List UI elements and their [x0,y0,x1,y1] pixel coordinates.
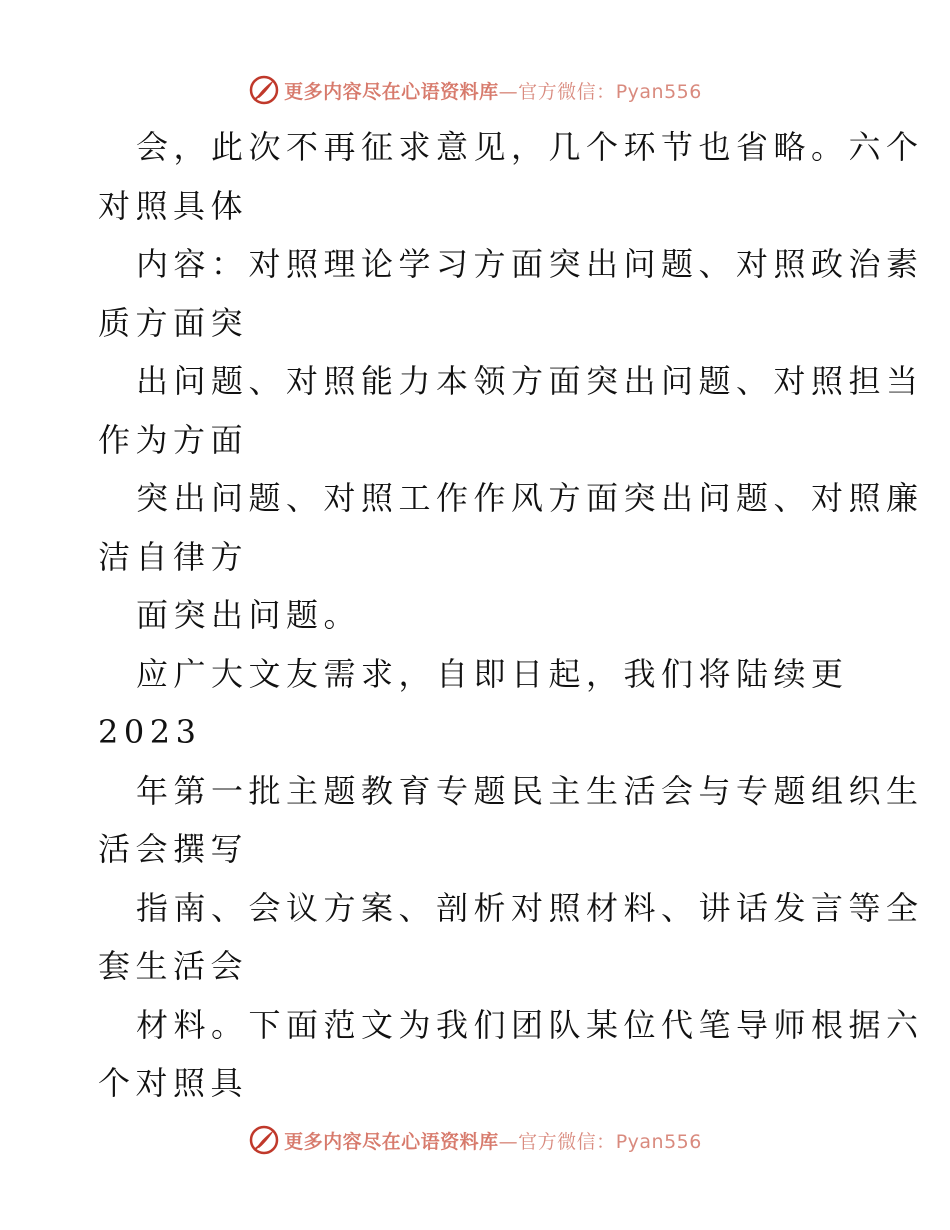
text-line: 指南、会议方案、剖析对照材料、讲话发言等全 [136,888,924,927]
footer-brand-text: 更多内容尽在心语资料库 [284,1130,499,1153]
text-line: 面突出问题。 [136,596,362,634]
text-line: 套生活会 [98,947,249,985]
text-line: 个对照具 [98,1064,249,1102]
footer-separator: — [498,1130,519,1153]
text-line: 内容：对照理论学习方面突出问题、对照政治素 [136,245,924,283]
footer-wechat-label: 官方微信： [518,1130,616,1153]
text-line: 洁自律方 [98,537,249,576]
text-line: 应广大文友需求，自即日起，我们将陆续更 [136,654,849,693]
text-line: 质方面突 [98,303,249,342]
header-banner-text [284,77,702,104]
header-brand-text: 更多内容尽在心语资料库 [284,80,499,103]
text-line: 活会撰写 [98,830,249,868]
footer-watermark-banner [0,1120,950,1160]
header-watermark-banner [0,70,950,110]
document-body [98,118,924,1113]
text-line: 材料。下面范文为我们团队某位代笔导师根据六 [136,1005,924,1044]
text-line: 2023 [98,713,202,751]
quill-pen-logo-icon [248,74,280,106]
text-line: 会，此次不再征求意见，几个环节也省略。六个 [136,128,924,166]
header-wechat-id: Pyan556 [615,80,702,103]
text-line: 出问题、对照能力本领方面突出问题、对照担当 [136,362,924,400]
header-wechat-label: 官方微信： [518,80,616,103]
text-line: 对照具体 [98,186,249,225]
text-line: 突出问题、对照工作作风方面突出问题、对照廉 [136,479,924,517]
text-line: 年第一批主题教育专题民主生活会与专题组织生 [136,771,924,810]
text-line: 作为方面 [98,420,249,459]
quill-pen-logo-icon [248,1124,280,1156]
header-separator: — [498,80,519,103]
footer-wechat-id: Pyan556 [615,1130,702,1153]
footer-banner-text [284,1127,702,1154]
